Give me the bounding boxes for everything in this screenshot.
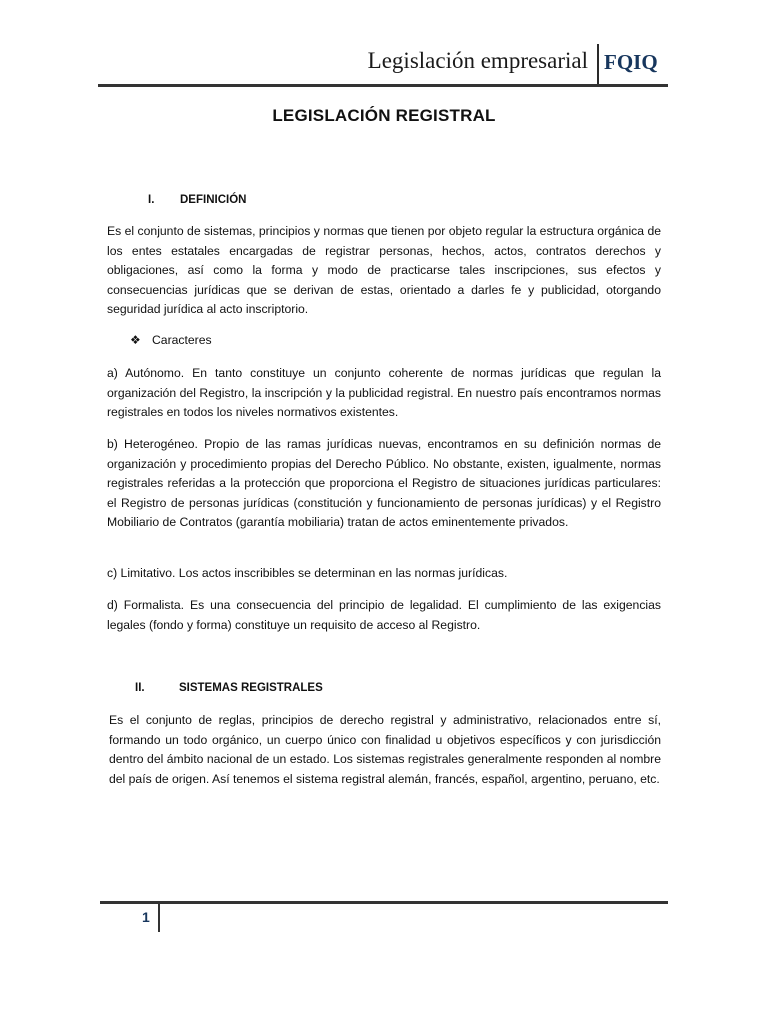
- definition-paragraph: Es el conjunto de sistemas, principios y normas que tienen por objeto regular la estructura orgánica de los entes estatales encargadas de registrar personas, hechos, actos, contratos derechos y obligaciones, así como la forma y modo de practicarse tales inscripciones, sus efectos y consecuencias jurídicas que se derivan de estas, orientado a darles fe y publicidad, otorgando seguridad jurídica al acto inscriptorio.: [107, 224, 661, 317]
- section-title: SISTEMAS REGISTRALES: [179, 682, 323, 694]
- header-rule: [98, 84, 668, 87]
- section-number: II.: [135, 682, 145, 694]
- diamond-bullet-icon: ❖: [130, 333, 141, 347]
- list-item-heterogeneo: b) Heterogéneo. Propio de las ramas jurídicas nuevas, encontramos en su definición normas de organización y procedimiento propias del Derecho Público. No obstante, existen, igualmente, normas registrales referidas a la protección que proporciona el Registro de situaciones jurídicas particulares: el Registro de personas jurídicas (constitución y funcionamiento de personas jurídicas) y el Registro Mobiliario de Contratos (garantía mobiliaria) tratan de actos eminentemente privados.: [107, 437, 661, 530]
- footer-rule: [100, 901, 668, 904]
- page-header: [98, 42, 668, 86]
- list-item-formalista: d) Formalista. Es una consecuencia del principio de legalidad. El cumplimiento de las exigencias legales (fondo y forma) constituye un requisito de acceso al Registro.: [107, 598, 661, 632]
- section-number: I.: [148, 194, 155, 206]
- header-title: Legislación empresarial: [367, 48, 588, 73]
- bullet-caracteres: [130, 333, 212, 347]
- footer-divider: [158, 904, 160, 932]
- header-brand: FQIQ: [604, 50, 658, 74]
- page-number: 1: [142, 909, 150, 925]
- sistemas-paragraph: Es el conjunto de reglas, principios de derecho registral y administrativo, relacionados entre sí, formando un todo orgánico, un cuerpo único con finalidad u objetivos específicos y con jurisdicción dentro del ámbito nacional de un estado. Los sistemas registrales generalmente responden al nombre del país de origen. Así tenemos el sistema registral alemán, francés, español, argentino, peruano, etc.: [109, 713, 661, 786]
- section-title: DEFINICIÓN: [180, 194, 247, 206]
- header-divider: [597, 44, 599, 86]
- list-item-limitativo: c) Limitativo. Los actos inscribibles se determinan en las normas jurídicas.: [107, 566, 508, 580]
- bullet-label: Caracteres: [152, 333, 212, 347]
- section-heading-sistemas: [135, 682, 323, 694]
- section-heading-definicion: [148, 194, 247, 206]
- document-title: LEGISLACIÓN REGISTRAL: [272, 106, 496, 125]
- list-item-autonomo: a) Autónomo. En tanto constituye un conjunto coherente de normas jurídicas que regulan la organización del Registro, la inscripción y la publicidad registral. En nuestro país encontramos normas registrales en todos los niveles normativos existentes.: [107, 366, 661, 420]
